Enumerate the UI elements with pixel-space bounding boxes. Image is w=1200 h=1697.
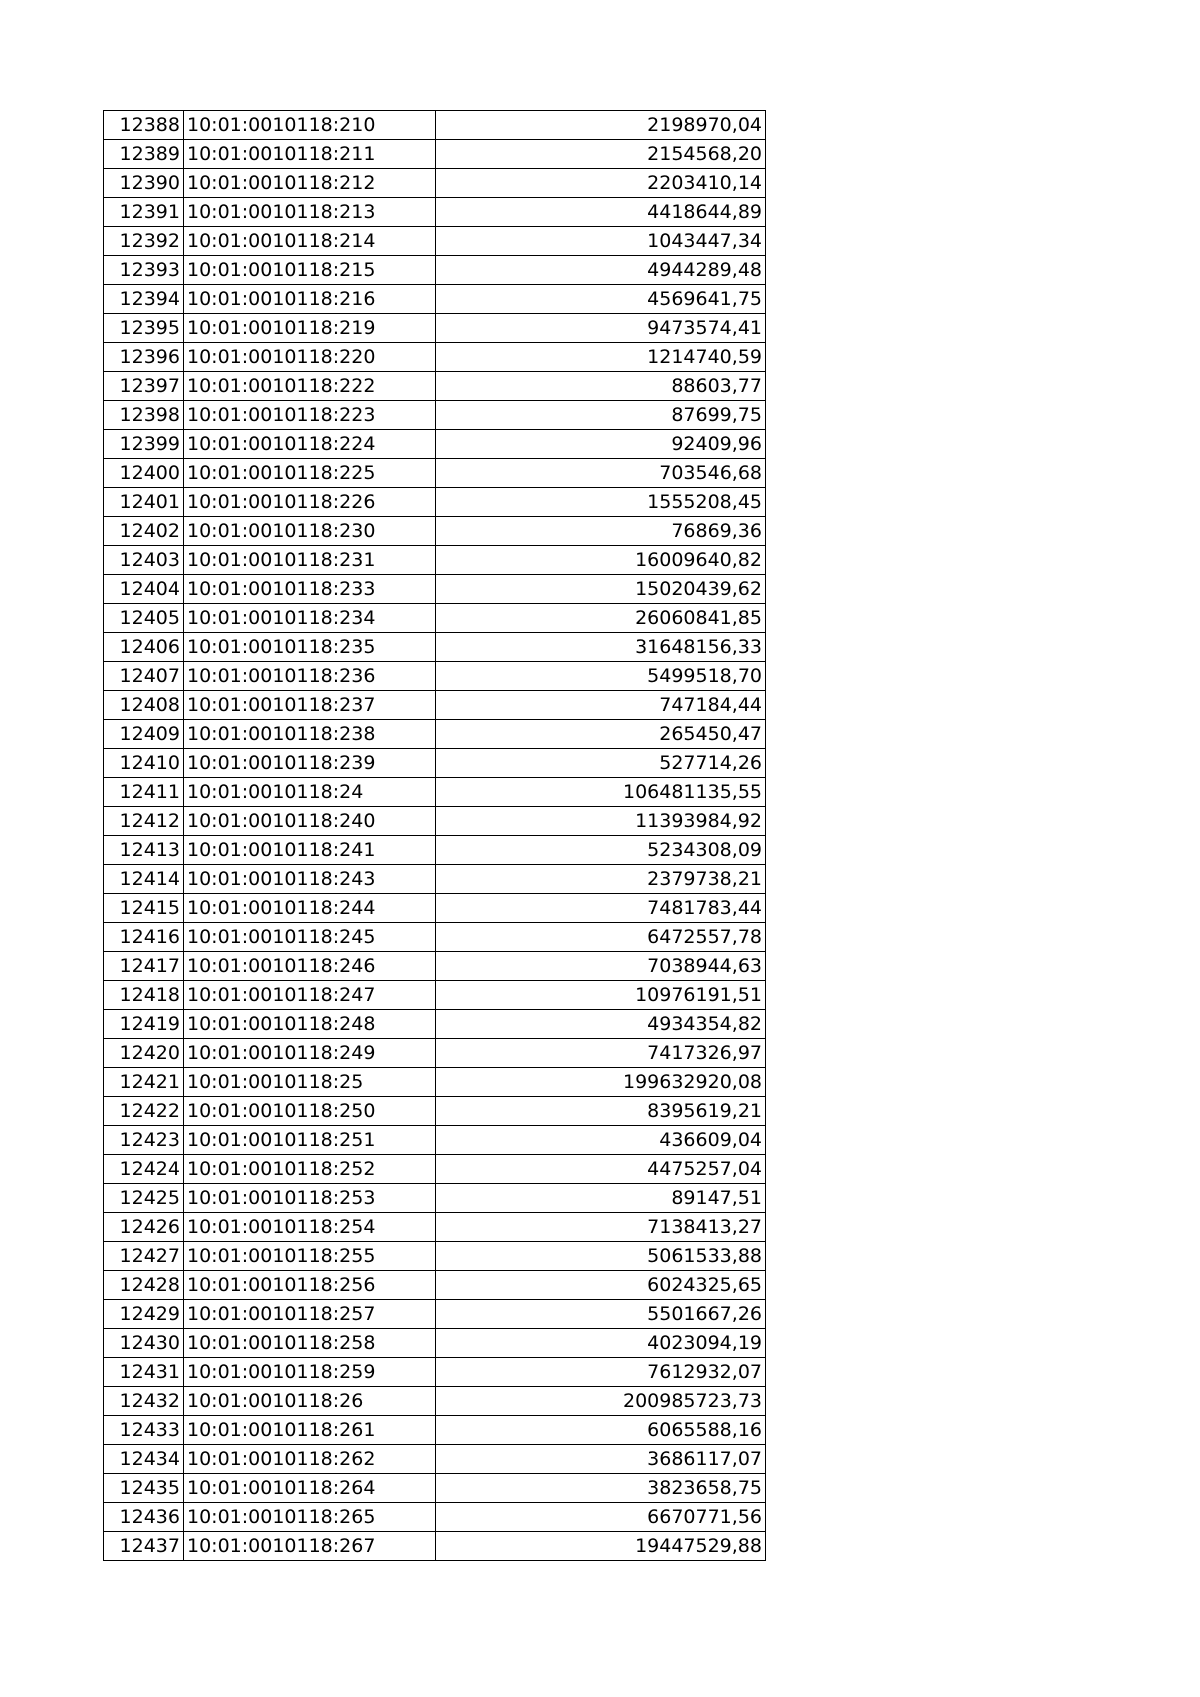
table-row: [104, 198, 766, 227]
table-row: [104, 720, 766, 749]
cadastral-number-cell: 10:01:0010118:220: [184, 343, 436, 372]
table-row: [104, 1503, 766, 1532]
table-row: [104, 1213, 766, 1242]
cadastral-number-cell: 10:01:0010118:219: [184, 314, 436, 343]
cadastral-number-cell: 10:01:0010118:257: [184, 1300, 436, 1329]
cadastral-number-cell: 10:01:0010118:262: [184, 1445, 436, 1474]
value-cell: 265450,47: [436, 720, 766, 749]
cadastral-number-cell: 10:01:0010118:240: [184, 807, 436, 836]
table-row: [104, 633, 766, 662]
table-row: [104, 1126, 766, 1155]
table-row: [104, 1300, 766, 1329]
value-cell: 11393984,92: [436, 807, 766, 836]
row-number-cell: 12419: [104, 1010, 184, 1039]
table-row: [104, 1532, 766, 1561]
table-row: [104, 691, 766, 720]
value-cell: 4475257,04: [436, 1155, 766, 1184]
row-number-cell: 12428: [104, 1271, 184, 1300]
value-cell: 5234308,09: [436, 836, 766, 865]
table-row: [104, 807, 766, 836]
value-cell: 4418644,89: [436, 198, 766, 227]
table-row: [104, 1271, 766, 1300]
value-cell: 4944289,48: [436, 256, 766, 285]
cadastral-number-cell: 10:01:0010118:241: [184, 836, 436, 865]
value-cell: 2198970,04: [436, 111, 766, 140]
value-cell: 106481135,55: [436, 778, 766, 807]
cadastral-number-cell: 10:01:0010118:264: [184, 1474, 436, 1503]
value-cell: 7417326,97: [436, 1039, 766, 1068]
table-row: [104, 1474, 766, 1503]
row-number-cell: 12423: [104, 1126, 184, 1155]
row-number-cell: 12388: [104, 111, 184, 140]
value-cell: 8395619,21: [436, 1097, 766, 1126]
table-row: [104, 1329, 766, 1358]
table-row: [104, 662, 766, 691]
table-row: [104, 1097, 766, 1126]
row-number-cell: 12434: [104, 1445, 184, 1474]
cadastral-number-cell: 10:01:0010118:233: [184, 575, 436, 604]
table-row: [104, 778, 766, 807]
table-row: [104, 1445, 766, 1474]
cadastral-number-cell: 10:01:0010118:265: [184, 1503, 436, 1532]
cadastral-number-cell: 10:01:0010118:235: [184, 633, 436, 662]
cadastral-number-cell: 10:01:0010118:258: [184, 1329, 436, 1358]
cadastral-number-cell: 10:01:0010118:223: [184, 401, 436, 430]
row-number-cell: 12398: [104, 401, 184, 430]
cadastral-number-cell: 10:01:0010118:231: [184, 546, 436, 575]
value-cell: 3823658,75: [436, 1474, 766, 1503]
value-cell: 31648156,33: [436, 633, 766, 662]
value-cell: 16009640,82: [436, 546, 766, 575]
table-row: [104, 343, 766, 372]
cadastral-number-cell: 10:01:0010118:224: [184, 430, 436, 459]
table-row: [104, 1010, 766, 1039]
cadastral-number-cell: 10:01:0010118:214: [184, 227, 436, 256]
value-cell: 4934354,82: [436, 1010, 766, 1039]
value-cell: 7481783,44: [436, 894, 766, 923]
row-number-cell: 12395: [104, 314, 184, 343]
row-number-cell: 12400: [104, 459, 184, 488]
value-cell: 9473574,41: [436, 314, 766, 343]
row-number-cell: 12406: [104, 633, 184, 662]
cadastral-number-cell: 10:01:0010118:213: [184, 198, 436, 227]
value-cell: 76869,36: [436, 517, 766, 546]
row-number-cell: 12421: [104, 1068, 184, 1097]
row-number-cell: 12411: [104, 778, 184, 807]
row-number-cell: 12413: [104, 836, 184, 865]
row-number-cell: 12424: [104, 1155, 184, 1184]
row-number-cell: 12432: [104, 1387, 184, 1416]
row-number-cell: 12427: [104, 1242, 184, 1271]
table-row: [104, 749, 766, 778]
row-number-cell: 12417: [104, 952, 184, 981]
row-number-cell: 12391: [104, 198, 184, 227]
row-number-cell: 12433: [104, 1416, 184, 1445]
row-number-cell: 12390: [104, 169, 184, 198]
row-number-cell: 12397: [104, 372, 184, 401]
row-number-cell: 12402: [104, 517, 184, 546]
cadastral-value-table: [103, 110, 766, 1561]
row-number-cell: 12414: [104, 865, 184, 894]
row-number-cell: 12422: [104, 1097, 184, 1126]
row-number-cell: 12396: [104, 343, 184, 372]
value-cell: 2379738,21: [436, 865, 766, 894]
row-number-cell: 12408: [104, 691, 184, 720]
table-row: [104, 1155, 766, 1184]
row-number-cell: 12404: [104, 575, 184, 604]
table-row: [104, 111, 766, 140]
table-row: [104, 517, 766, 546]
table-row: [104, 1068, 766, 1097]
value-cell: 527714,26: [436, 749, 766, 778]
cadastral-number-cell: 10:01:0010118:261: [184, 1416, 436, 1445]
value-cell: 199632920,08: [436, 1068, 766, 1097]
row-number-cell: 12409: [104, 720, 184, 749]
value-cell: 89147,51: [436, 1184, 766, 1213]
cadastral-number-cell: 10:01:0010118:230: [184, 517, 436, 546]
cadastral-number-cell: 10:01:0010118:245: [184, 923, 436, 952]
table-row: [104, 575, 766, 604]
cadastral-number-cell: 10:01:0010118:248: [184, 1010, 436, 1039]
table-row: [104, 459, 766, 488]
cadastral-number-cell: 10:01:0010118:239: [184, 749, 436, 778]
value-cell: 1555208,45: [436, 488, 766, 517]
value-cell: 1214740,59: [436, 343, 766, 372]
row-number-cell: 12420: [104, 1039, 184, 1068]
value-cell: 436609,04: [436, 1126, 766, 1155]
cadastral-number-cell: 10:01:0010118:252: [184, 1155, 436, 1184]
cadastral-number-cell: 10:01:0010118:212: [184, 169, 436, 198]
row-number-cell: 12401: [104, 488, 184, 517]
row-number-cell: 12415: [104, 894, 184, 923]
row-number-cell: 12429: [104, 1300, 184, 1329]
value-cell: 4569641,75: [436, 285, 766, 314]
cadastral-number-cell: 10:01:0010118:25: [184, 1068, 436, 1097]
row-number-cell: 12437: [104, 1532, 184, 1561]
cadastral-number-cell: 10:01:0010118:249: [184, 1039, 436, 1068]
value-cell: 6670771,56: [436, 1503, 766, 1532]
row-number-cell: 12410: [104, 749, 184, 778]
table-row: [104, 894, 766, 923]
row-number-cell: 12405: [104, 604, 184, 633]
table-row: [104, 923, 766, 952]
row-number-cell: 12418: [104, 981, 184, 1010]
value-cell: 6472557,78: [436, 923, 766, 952]
value-cell: 5501667,26: [436, 1300, 766, 1329]
value-cell: 7612932,07: [436, 1358, 766, 1387]
value-cell: 2154568,20: [436, 140, 766, 169]
cadastral-number-cell: 10:01:0010118:255: [184, 1242, 436, 1271]
value-cell: 92409,96: [436, 430, 766, 459]
value-cell: 7038944,63: [436, 952, 766, 981]
cadastral-number-cell: 10:01:0010118:216: [184, 285, 436, 314]
cadastral-number-cell: 10:01:0010118:250: [184, 1097, 436, 1126]
row-number-cell: 12430: [104, 1329, 184, 1358]
cadastral-number-cell: 10:01:0010118:236: [184, 662, 436, 691]
cadastral-number-cell: 10:01:0010118:243: [184, 865, 436, 894]
table-row: [104, 372, 766, 401]
table-row: [104, 1242, 766, 1271]
cadastral-number-cell: 10:01:0010118:225: [184, 459, 436, 488]
cadastral-number-cell: 10:01:0010118:210: [184, 111, 436, 140]
value-cell: 703546,68: [436, 459, 766, 488]
table-row: [104, 401, 766, 430]
table-row: [104, 256, 766, 285]
value-cell: 747184,44: [436, 691, 766, 720]
cadastral-number-cell: 10:01:0010118:246: [184, 952, 436, 981]
table-row: [104, 1387, 766, 1416]
cadastral-number-cell: 10:01:0010118:256: [184, 1271, 436, 1300]
cadastral-number-cell: 10:01:0010118:267: [184, 1532, 436, 1561]
cadastral-number-cell: 10:01:0010118:211: [184, 140, 436, 169]
table-row: [104, 546, 766, 575]
cadastral-number-cell: 10:01:0010118:259: [184, 1358, 436, 1387]
value-cell: 4023094,19: [436, 1329, 766, 1358]
value-cell: 10976191,51: [436, 981, 766, 1010]
cadastral-number-cell: 10:01:0010118:222: [184, 372, 436, 401]
table-body: [104, 111, 766, 1561]
value-cell: 19447529,88: [436, 1532, 766, 1561]
value-cell: 88603,77: [436, 372, 766, 401]
table-row: [104, 836, 766, 865]
cadastral-number-cell: 10:01:0010118:215: [184, 256, 436, 285]
row-number-cell: 12394: [104, 285, 184, 314]
table-row: [104, 140, 766, 169]
row-number-cell: 12416: [104, 923, 184, 952]
value-cell: 26060841,85: [436, 604, 766, 633]
value-cell: 200985723,73: [436, 1387, 766, 1416]
table-row: [104, 1039, 766, 1068]
table-row: [104, 285, 766, 314]
row-number-cell: 12412: [104, 807, 184, 836]
value-cell: 87699,75: [436, 401, 766, 430]
value-cell: 5499518,70: [436, 662, 766, 691]
value-cell: 6024325,65: [436, 1271, 766, 1300]
cadastral-number-cell: 10:01:0010118:226: [184, 488, 436, 517]
table-row: [104, 227, 766, 256]
row-number-cell: 12393: [104, 256, 184, 285]
value-cell: 15020439,62: [436, 575, 766, 604]
table-row: [104, 1358, 766, 1387]
cadastral-number-cell: 10:01:0010118:251: [184, 1126, 436, 1155]
cadastral-number-cell: 10:01:0010118:26: [184, 1387, 436, 1416]
cadastral-number-cell: 10:01:0010118:247: [184, 981, 436, 1010]
row-number-cell: 12435: [104, 1474, 184, 1503]
cadastral-number-cell: 10:01:0010118:24: [184, 778, 436, 807]
row-number-cell: 12425: [104, 1184, 184, 1213]
value-cell: 2203410,14: [436, 169, 766, 198]
cadastral-number-cell: 10:01:0010118:234: [184, 604, 436, 633]
table-row: [104, 981, 766, 1010]
table-row: [104, 1184, 766, 1213]
cadastral-number-cell: 10:01:0010118:253: [184, 1184, 436, 1213]
table-row: [104, 314, 766, 343]
value-cell: 6065588,16: [436, 1416, 766, 1445]
row-number-cell: 12403: [104, 546, 184, 575]
cadastral-number-cell: 10:01:0010118:244: [184, 894, 436, 923]
row-number-cell: 12407: [104, 662, 184, 691]
table-row: [104, 430, 766, 459]
table-row: [104, 488, 766, 517]
cadastral-number-cell: 10:01:0010118:237: [184, 691, 436, 720]
row-number-cell: 12431: [104, 1358, 184, 1387]
table-row: [104, 604, 766, 633]
value-cell: 7138413,27: [436, 1213, 766, 1242]
row-number-cell: 12392: [104, 227, 184, 256]
row-number-cell: 12399: [104, 430, 184, 459]
table-row: [104, 169, 766, 198]
cadastral-number-cell: 10:01:0010118:254: [184, 1213, 436, 1242]
value-cell: 3686117,07: [436, 1445, 766, 1474]
row-number-cell: 12426: [104, 1213, 184, 1242]
value-cell: 5061533,88: [436, 1242, 766, 1271]
row-number-cell: 12389: [104, 140, 184, 169]
table-row: [104, 865, 766, 894]
value-cell: 1043447,34: [436, 227, 766, 256]
cadastral-number-cell: 10:01:0010118:238: [184, 720, 436, 749]
row-number-cell: 12436: [104, 1503, 184, 1532]
table-row: [104, 1416, 766, 1445]
table-row: [104, 952, 766, 981]
